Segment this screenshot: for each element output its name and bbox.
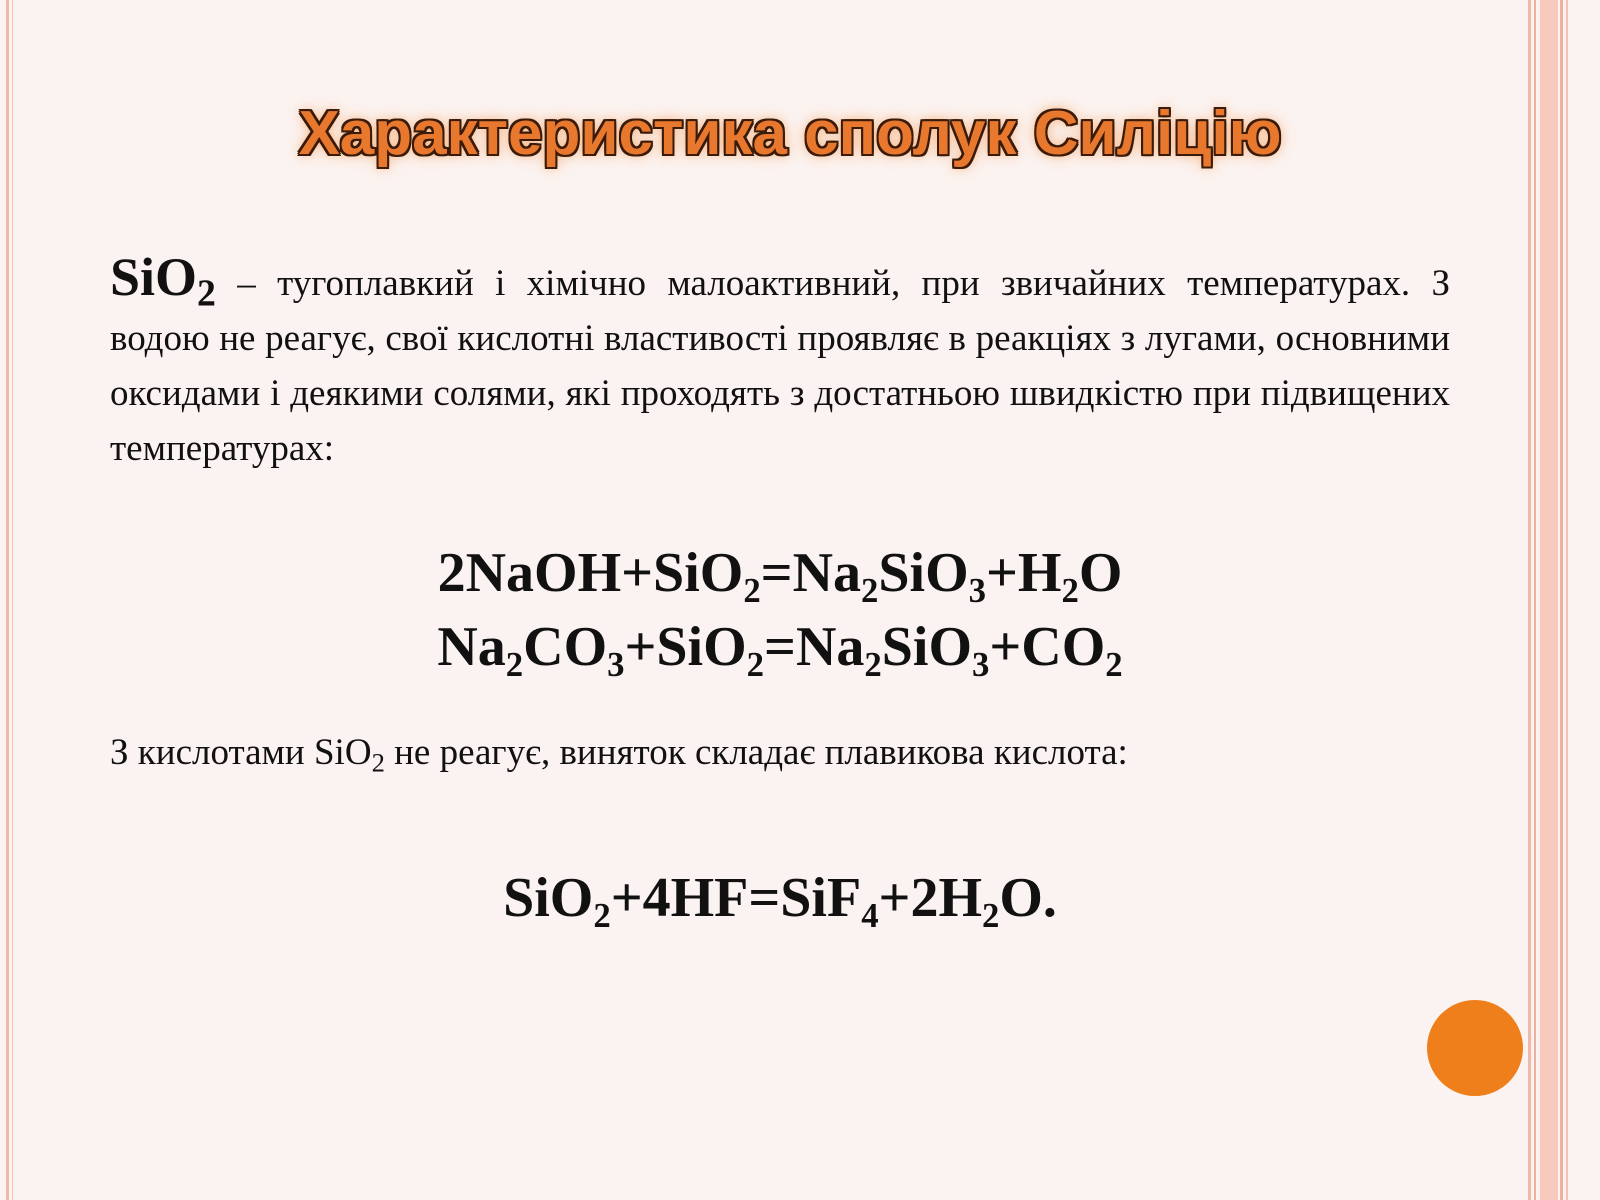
formula-subscript: 2 <box>746 645 765 685</box>
formula-text: не реагує, виняток складає плавикова кислота: <box>384 732 1128 773</box>
formula-subscript: 2 <box>982 896 1000 936</box>
formula-subscript: 3 <box>972 645 990 685</box>
formula-subscript: 3 <box>968 571 987 611</box>
formula-text: SiO <box>503 867 594 929</box>
formula-text: +H <box>986 542 1062 604</box>
formula-text: O. <box>999 867 1057 929</box>
formula-subscript: 2 <box>593 896 611 936</box>
formula-text: CO <box>523 616 608 678</box>
formula-subscript: 2 <box>371 747 385 778</box>
right-border-stripe <box>1566 0 1568 1200</box>
intro-text: – тугоплавкий і хімічно малоактивний, при звичайних температурах. З водою не реагує, свої кислотні властивості проявляє в реакціях з лугами, основними оксидами і деякими солями, які проходять з достатньою швидкістю при підвищених температурах: <box>110 263 1450 469</box>
right-border-stripe <box>1560 0 1563 1200</box>
formula-text: =Na <box>764 616 865 678</box>
formula-subscript: 2 <box>743 571 761 611</box>
formula-subscript: 2 <box>1061 571 1079 611</box>
sio2-formula: SiO$_2$ <box>110 247 216 315</box>
slide-title: Характеристика сполук Силіцію <box>298 99 1282 168</box>
formula-subscript: 2 <box>864 645 882 685</box>
intro-paragraph <box>110 247 1450 476</box>
formula-text: +4HF=SiF <box>610 867 862 929</box>
equation-naoh <box>0 538 1560 611</box>
formula-text: +2H <box>878 867 983 929</box>
formula-subscript: 2 <box>1105 645 1123 685</box>
acid-note <box>110 728 1128 778</box>
formula-text: =Na <box>760 542 862 604</box>
formula-text: O <box>1078 542 1123 604</box>
formula-text: SiO <box>881 616 973 678</box>
formula-text: +SiO <box>624 616 747 678</box>
formula-subscript: 3 <box>607 645 625 685</box>
formula-subscript: 2 <box>861 571 879 611</box>
equation-hf <box>0 863 1560 936</box>
decorative-orange-circle <box>1427 1000 1523 1096</box>
equation-na2co3 <box>0 612 1560 685</box>
formula-text: З кислотами SiO <box>110 732 372 773</box>
formula-text: SiO <box>878 542 969 604</box>
formula-subscript: 4 <box>861 896 879 936</box>
formula-text: 2NaOH+SiO <box>437 542 744 604</box>
formula-text: Na <box>437 616 506 678</box>
formula-subscript: 2 <box>505 645 524 685</box>
formula-text: +CO <box>989 616 1106 678</box>
